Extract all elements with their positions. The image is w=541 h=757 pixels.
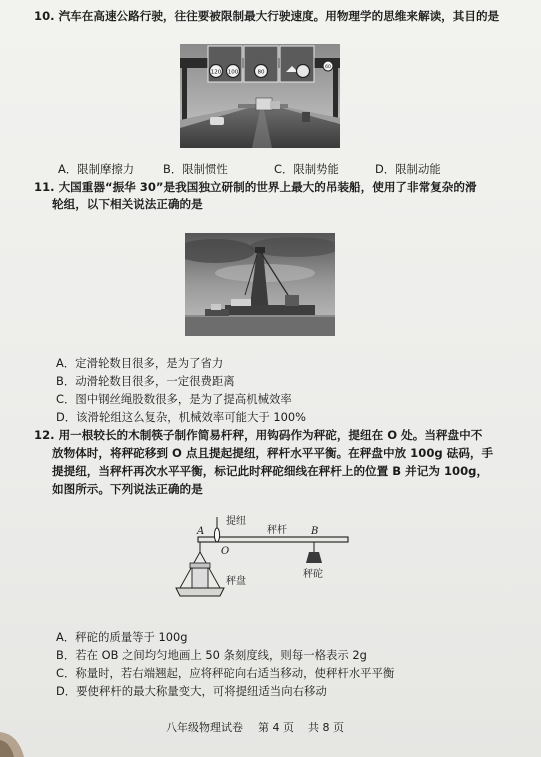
label-rod: 秤杆: [267, 525, 287, 536]
q12-stem-line1: 12. 用一根较长的木制筷子制作简易杆秤，用钩码作为秤砣，提纽在 O 处。当秤盘中不: [34, 428, 483, 442]
crane-ship-photo-graphic: [185, 233, 335, 336]
q12-stem-line2: 放物体时，将秤砣移到 O 点且提起提纽，秤杆水平平衡。在秤盘中放 100g 砝码，手: [52, 446, 494, 460]
label-pan: 秤盘: [226, 576, 246, 587]
highway-photo: [180, 44, 340, 148]
footer-page: 第 4 页: [258, 721, 294, 734]
q11-option-b: B．动滑轮数目很多，一定很费距离: [56, 374, 235, 388]
q12-option-c: C．称量时，若右端翘起，应将秤砣向右适当移动，使秤杆水平平衡: [56, 666, 395, 680]
counterweight: [306, 552, 322, 563]
q12-stem-line3: 提提纽，当秤杆再次水平平衡，标记此时秤砣细线在秤杆上的位置 B 并记为 100g，: [52, 464, 489, 478]
speed-sign-4: 60: [325, 65, 331, 70]
q10-option-b: B．限制惯性: [163, 162, 228, 176]
label-b: B: [311, 526, 319, 537]
weight-block: [192, 568, 208, 588]
q12-stem-line4: 如图所示。下列说法正确的是: [52, 482, 203, 496]
highway-photo-graphic: [180, 44, 340, 148]
q11-option-a: A．定滑轮数目很多，是为了省力: [56, 356, 224, 370]
footer-subject: 八年级物理试卷: [166, 721, 243, 734]
q10-option-d: D．限制动能: [375, 162, 441, 176]
q11-option-c: C．图中钢丝绳股数很多，是为了提高机械效率: [56, 392, 292, 406]
label-knob: 提纽: [226, 516, 246, 527]
crane-ship-photo: [185, 233, 335, 336]
label-a: A: [197, 526, 205, 537]
q10-option-a: A．限制摩擦力: [58, 162, 135, 176]
speed-sign-1: 120: [210, 69, 222, 76]
steelyard-diagram: [168, 512, 358, 612]
label-o: O: [221, 546, 230, 557]
lifting-knob: [214, 528, 219, 542]
page-corner-shadow: [0, 722, 40, 757]
q11-stem-line2: 轮组，以下相关说法正确的是: [52, 197, 203, 211]
label-weight: 秤砣: [303, 569, 323, 580]
footer-total: 共 8 页: [308, 721, 344, 734]
speed-sign-3: 80: [257, 69, 265, 76]
q10-option-c: C．限制势能: [274, 162, 339, 176]
q11-stem-line1: 11. 大国重器“振华 30”是我国独立研制的世界上最大的吊装船，使用了非常复杂的滑: [34, 180, 477, 194]
scale-pan: [176, 588, 224, 596]
q12-option-d: D．要使秤杆的最大称量变大，可将提纽适当向右移动: [56, 684, 327, 698]
q11-option-d: D．该滑轮组这么复杂，机械效率可能大于 100%: [56, 410, 306, 424]
lane-signal-icon: [297, 65, 310, 78]
q12-option-a: A．秤砣的质量等于 100g: [56, 630, 188, 644]
q12-option-b: B．若在 OB 之间均匀地画上 50 条刻度线，则每一格表示 2g: [56, 648, 367, 662]
q10-stem: 10. 汽车在高速公路行驶，往往要被限制最大行驶速度。用物理学的思维来解读，其目的是: [34, 9, 500, 23]
speed-sign-2: 100: [227, 69, 239, 76]
steelyard-rod: [198, 537, 348, 542]
